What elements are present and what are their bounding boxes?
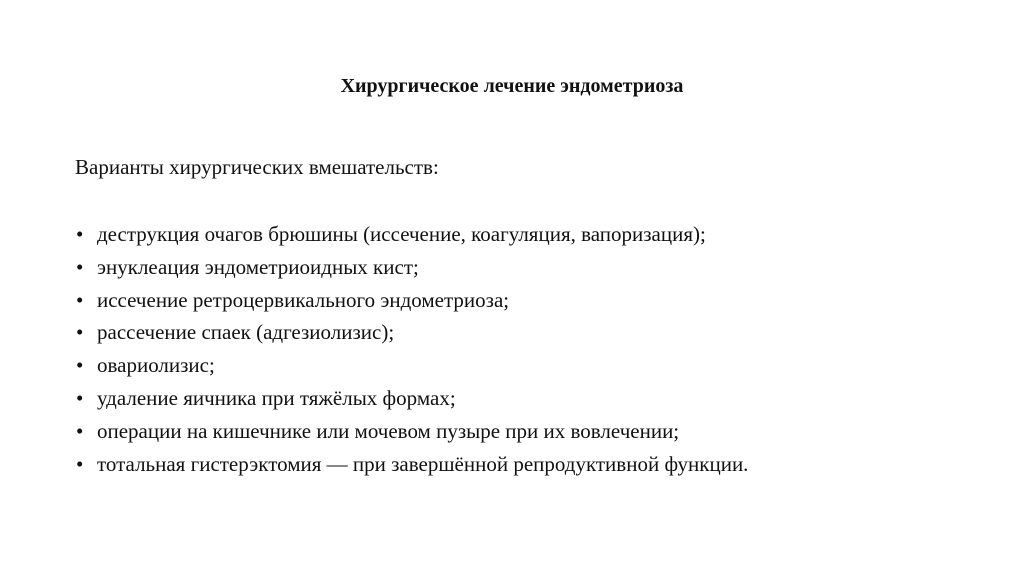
list-item (75, 218, 995, 251)
list-item (75, 448, 995, 481)
list-item-text: деструкция очагов брюшины (иссечение, коагуляция, вапоризация); (97, 222, 706, 246)
list-item (75, 251, 995, 284)
list-item (75, 382, 995, 415)
list-item-text: рассечение спаек (адгезиолизис); (97, 320, 395, 345)
intro-text: Варианты хирургических вмешательств: (75, 155, 439, 179)
list-item (75, 415, 995, 448)
bullet-icon: • (76, 418, 84, 443)
list-item-text: иссечение ретроцервикального эндометриоза; (97, 287, 510, 312)
list-item (75, 349, 995, 382)
bullet-icon: • (76, 320, 84, 345)
list-item-text: тотальная гистерэктомия — при завершённой репродуктивной функции. (97, 451, 749, 476)
list-item-text: энуклеация эндометриоидных кист; (97, 254, 419, 279)
list-item (75, 316, 995, 349)
list-item (75, 284, 995, 317)
slide-title: Хирургическое лечение эндометриоза (340, 75, 684, 97)
bullet-icon: • (76, 254, 84, 279)
bullet-icon: • (76, 287, 84, 312)
list-item-text: операции на кишечнике или мочевом пузыре при их вовлечении; (97, 418, 680, 443)
bullet-icon: • (76, 222, 84, 246)
bullet-list (75, 218, 995, 480)
list-item-text: удаление яичника при тяжёлых формах; (97, 385, 456, 410)
bullet-icon: • (76, 451, 84, 476)
list-item-text: овариолизис; (97, 353, 215, 378)
bullet-icon: • (76, 385, 84, 410)
bullet-icon: • (76, 353, 84, 378)
